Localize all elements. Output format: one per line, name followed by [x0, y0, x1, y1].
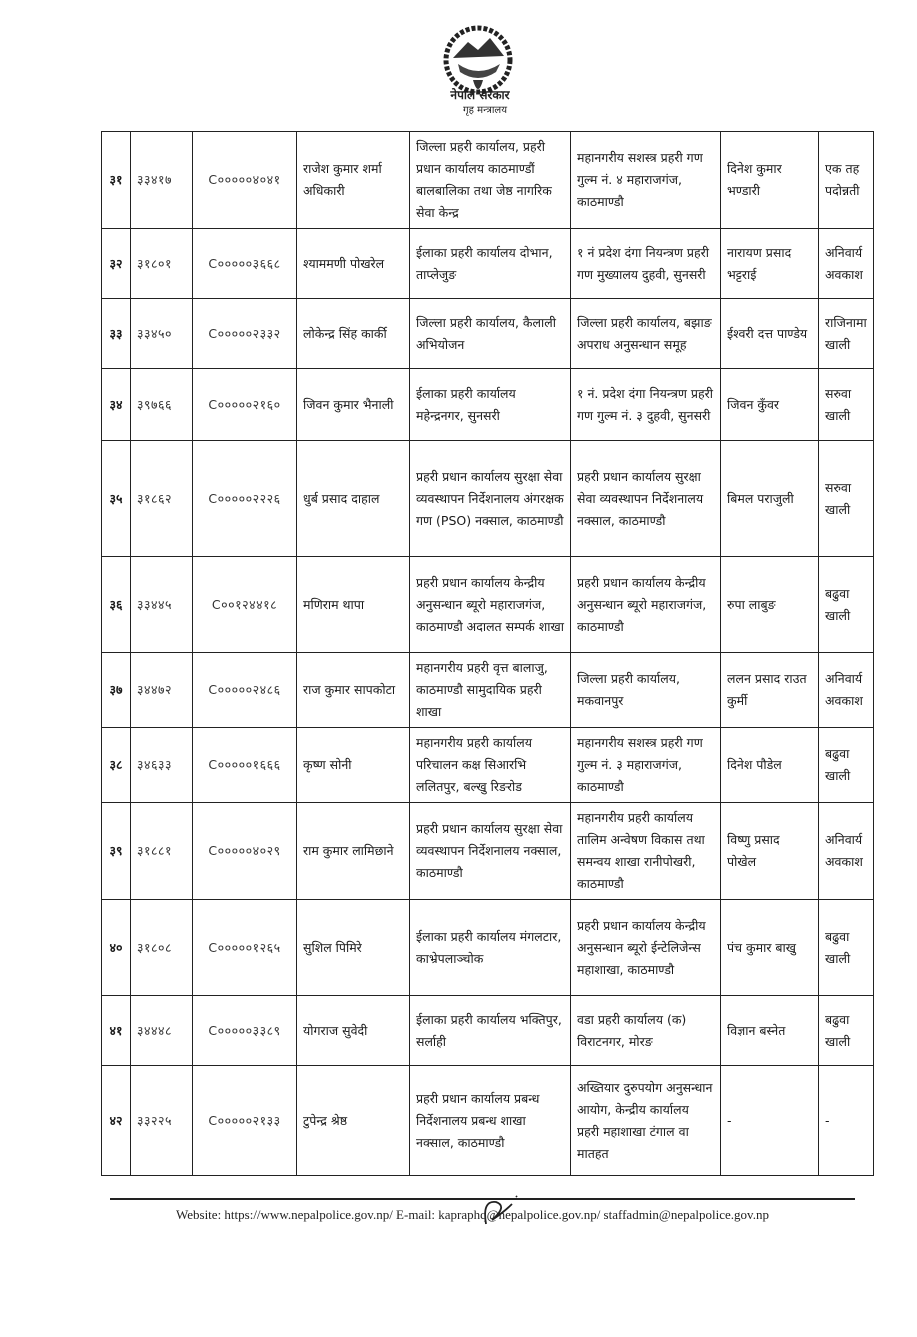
employee-name: कृष्ण सोनी	[297, 728, 410, 803]
id-code: C००१२४४१८	[193, 557, 297, 653]
serial-number: ३९	[102, 803, 131, 900]
remarks: अनिवार्य अवकाश	[819, 229, 874, 299]
remarks: बढुवा खाली	[819, 728, 874, 803]
employee-name: जिवन कुमार भैनाली	[297, 369, 410, 441]
personnel-number: ३१८६२	[131, 441, 193, 557]
serial-number: ३३	[102, 299, 131, 369]
current-office: ईलाका प्रहरी कार्यालय दोभान, ताप्लेजुङ	[410, 229, 571, 299]
serial-number: ३५	[102, 441, 131, 557]
id-code: C०००००३३८९	[193, 996, 297, 1066]
id-code: C०००००२३३२	[193, 299, 297, 369]
emblem-title: नेपाल सरकार	[450, 88, 510, 102]
personnel-number: ३१८०१	[131, 229, 193, 299]
new-office: महानगरीय सशस्त्र प्रहरी गण गुल्म नं. ४ महाराजगंज, काठमाण्डौ	[571, 132, 721, 229]
replacement-name: ईश्वरी दत्त पाण्डेय	[721, 299, 819, 369]
new-office: महानगरीय प्रहरी कार्यालय तालिम अन्वेषण विकास तथा समन्वय शाखा रानीपोखरी, काठमाण्डौ	[571, 803, 721, 900]
replacement-name: नारायण प्रसाद भट्टराई	[721, 229, 819, 299]
serial-number: ३८	[102, 728, 131, 803]
id-code: C०००००२१३३	[193, 1066, 297, 1176]
id-code: C०००००२२२६	[193, 441, 297, 557]
employee-name: योगराज सुवेदी	[297, 996, 410, 1066]
personnel-number: ३३४१७	[131, 132, 193, 229]
table-row	[102, 803, 874, 900]
employee-name: राम कुमार लामिछाने	[297, 803, 410, 900]
employee-name: राजेश कुमार शर्मा अधिकारी	[297, 132, 410, 229]
replacement-name: दिनेश पौडेल	[721, 728, 819, 803]
current-office: ईलाका प्रहरी कार्यालय महेन्द्रनगर, सुनसरी	[410, 369, 571, 441]
serial-number: ३१	[102, 132, 131, 229]
serial-number: ३६	[102, 557, 131, 653]
replacement-name: -	[721, 1066, 819, 1176]
replacement-name: विष्णु प्रसाद पोखेल	[721, 803, 819, 900]
personnel-number: ३४४४८	[131, 996, 193, 1066]
id-code: C०००००१२६५	[193, 900, 297, 996]
new-office: प्रहरी प्रधान कार्यालय सुरक्षा सेवा व्यवस्थापन निर्देशनालय नक्साल, काठमाण्डौ	[571, 441, 721, 557]
current-office: जिल्ला प्रहरी कार्यालय, कैलाली अभियोजन	[410, 299, 571, 369]
emblem-subtitle: गृह मन्त्रालय	[462, 105, 508, 116]
table-row	[102, 900, 874, 996]
replacement-name: रुपा लाबुङ	[721, 557, 819, 653]
employee-name: सुशिल पिमिरे	[297, 900, 410, 996]
personnel-number: ३४४७२	[131, 653, 193, 728]
serial-number: ३४	[102, 369, 131, 441]
current-office: महानगरीय प्रहरी कार्यालय परिचालन कक्ष सिआरभि ललितपुर, बल्खु रिङरोड	[410, 728, 571, 803]
serial-number: ३७	[102, 653, 131, 728]
current-office: प्रहरी प्रधान कार्यालय केन्द्रीय अनुसन्धान ब्यूरो महाराजगंज, काठमाण्डौ अदालत सम्पर्क शाखा	[410, 557, 571, 653]
table-row	[102, 653, 874, 728]
employee-name: श्याममणी पोखरेल	[297, 229, 410, 299]
new-office: वडा प्रहरी कार्यालय (क) विराटनगर, मोरङ	[571, 996, 721, 1066]
current-office: महानगरीय प्रहरी वृत्त बालाजु, काठमाण्डौ सामुदायिक प्रहरी शाखा	[410, 653, 571, 728]
remarks: राजिनामा खाली	[819, 299, 874, 369]
employee-name: लोकेन्द्र सिंह कार्की	[297, 299, 410, 369]
replacement-name: विज्ञान बस्नेत	[721, 996, 819, 1066]
table-row	[102, 441, 874, 557]
id-code: C०००००४०२९	[193, 803, 297, 900]
personnel-number: ३१८०८	[131, 900, 193, 996]
replacement-name: जिवन कुँवर	[721, 369, 819, 441]
replacement-name: ललन प्रसाद राउत कुर्मी	[721, 653, 819, 728]
id-code: C०००००४०४१	[193, 132, 297, 229]
employee-name: मणिराम थापा	[297, 557, 410, 653]
replacement-name: पंच कुमार बाखु	[721, 900, 819, 996]
table-row	[102, 299, 874, 369]
personnel-number: ३१८८१	[131, 803, 193, 900]
new-office: प्रहरी प्रधान कार्यालय केन्द्रीय अनुसन्धान ब्यूरो महाराजगंज, काठमाण्डौ	[571, 557, 721, 653]
serial-number: ३२	[102, 229, 131, 299]
remarks: सरुवा खाली	[819, 441, 874, 557]
replacement-name: दिनेश कुमार भण्डारी	[721, 132, 819, 229]
remarks: अनिवार्य अवकाश	[819, 803, 874, 900]
current-office: ईलाका प्रहरी कार्यालय मंगलटार, काभ्रेपलाञ्चोक	[410, 900, 571, 996]
personnel-number: ३३४५०	[131, 299, 193, 369]
personnel-number: ३९७६६	[131, 369, 193, 441]
transfer-table	[101, 131, 874, 1176]
new-office: अख्तियार दुरुपयोग अनुसन्धान आयोग, केन्द्रीय कार्यालय प्रहरी महाशाखा टंगाल वा मातहत	[571, 1066, 721, 1176]
remarks: सरुवा खाली	[819, 369, 874, 441]
employee-name: धुर्ब प्रसाद दाहाल	[297, 441, 410, 557]
new-office: जिल्ला प्रहरी कार्यालय, मकवानपुर	[571, 653, 721, 728]
employee-name: राज कुमार सापकोटा	[297, 653, 410, 728]
new-office: जिल्ला प्रहरी कार्यालय, बझाङ अपराध अनुसन्धान समूह	[571, 299, 721, 369]
current-office: ईलाका प्रहरी कार्यालय भक्तिपुर, सर्लाही	[410, 996, 571, 1066]
table-row	[102, 728, 874, 803]
footer-contact: Website: https://www.nepalpolice.gov.np/ E-mail: kapraphq@nepalpolice.gov.np/ staffadmin@nepalpolice.gov.np	[176, 1207, 769, 1222]
table-row	[102, 557, 874, 653]
new-office: प्रहरी प्रधान कार्यालय केन्द्रीय अनुसन्धान ब्यूरो ईन्टेलिजेन्स महाशाखा, काठमाण्डौ	[571, 900, 721, 996]
personnel-number: ३४६३३	[131, 728, 193, 803]
table-row	[102, 369, 874, 441]
current-office: प्रहरी प्रधान कार्यालय सुरक्षा सेवा व्यवस्थापन निर्देशनालय अंगरक्षक गण (PSO) नक्साल, काठमाण्डौ	[410, 441, 571, 557]
serial-number: ४०	[102, 900, 131, 996]
personnel-number: ३३२२५	[131, 1066, 193, 1176]
remarks: बढुवा खाली	[819, 996, 874, 1066]
new-office: १ नं प्रदेश दंगा नियन्त्रण प्रहरी गण मुख्यालय दुहवी, सुनसरी	[571, 229, 721, 299]
serial-number: ४२	[102, 1066, 131, 1176]
remarks: -	[819, 1066, 874, 1176]
id-code: C०००००३६६८	[193, 229, 297, 299]
employee-name: टुपेन्द्र श्रेष्ठ	[297, 1066, 410, 1176]
new-office: १ नं. प्रदेश दंगा नियन्त्रण प्रहरी गण गुल्म नं. ३ दुहवी, सुनसरी	[571, 369, 721, 441]
current-office: प्रहरी प्रधान कार्यालय प्रबन्ध निर्देशनालय प्रबन्ध शाखा नक्साल, काठमाण्डौ	[410, 1066, 571, 1176]
serial-number: ४१	[102, 996, 131, 1066]
remarks: एक तह पदोन्नती	[819, 132, 874, 229]
replacement-name: बिमल पराजुली	[721, 441, 819, 557]
id-code: C०००००१६६६	[193, 728, 297, 803]
table-row	[102, 132, 874, 229]
table-row	[102, 229, 874, 299]
id-code: C०००००२१६०	[193, 369, 297, 441]
current-office: प्रहरी प्रधान कार्यालय सुरक्षा सेवा व्यवस्थापन निर्देशनालय नक्साल, काठमाण्डौ	[410, 803, 571, 900]
current-office: जिल्ला प्रहरी कार्यालय, प्रहरी प्रधान कार्यालय काठमाण्डौं बालबालिका तथा जेष्ठ नागरिक सेवा केन्द्र	[410, 132, 571, 229]
new-office: महानगरीय सशस्त्र प्रहरी गण गुल्म नं. ३ महाराजगंज, काठमाण्डौ	[571, 728, 721, 803]
personnel-number: ३३४४५	[131, 557, 193, 653]
remarks: बढुवा खाली	[819, 900, 874, 996]
remarks: बढुवा खाली	[819, 557, 874, 653]
id-code: C०००००२४८६	[193, 653, 297, 728]
remarks: अनिवार्य अवकाश	[819, 653, 874, 728]
table-row	[102, 996, 874, 1066]
table-row	[102, 1066, 874, 1176]
